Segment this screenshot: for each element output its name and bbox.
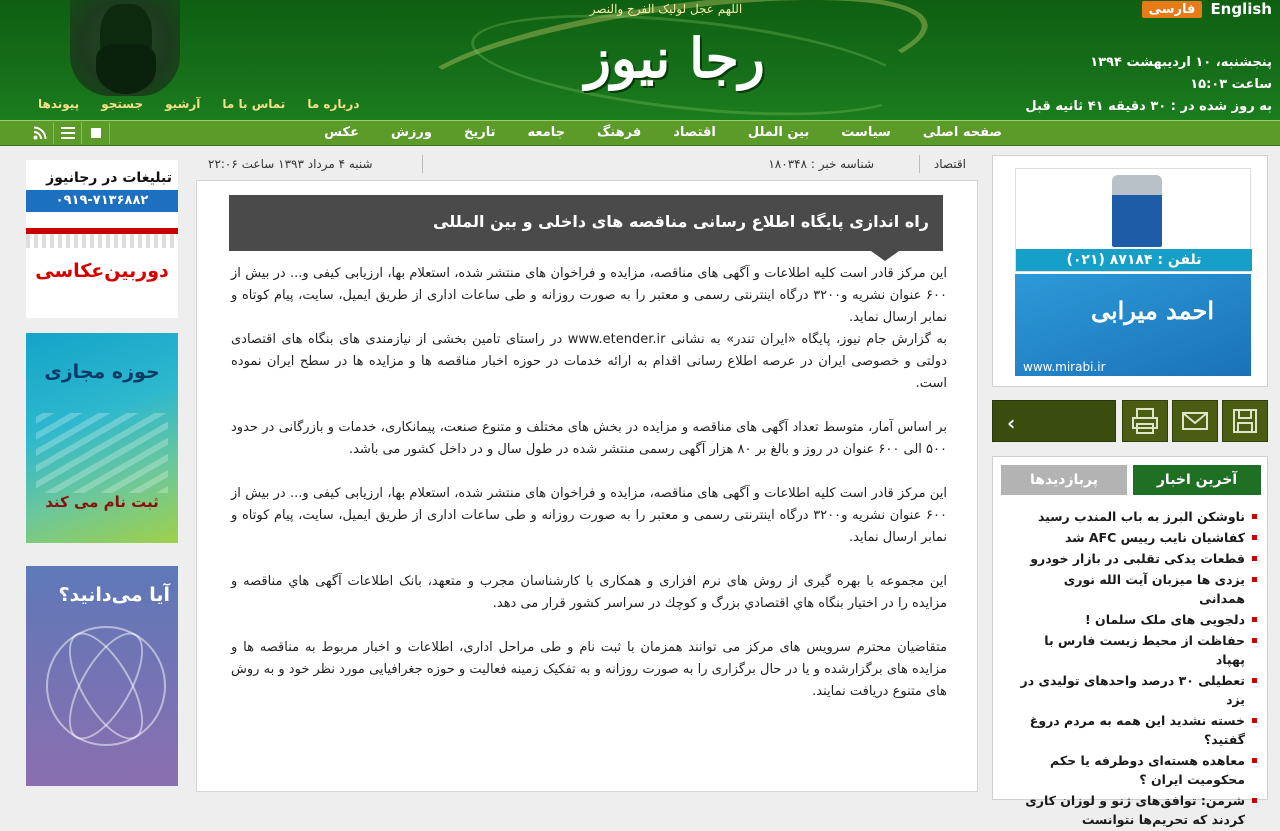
nav-items [308, 121, 1018, 147]
print-button[interactable] [1122, 400, 1168, 442]
ad-mirabi-name: احمد میرابی [1091, 296, 1215, 325]
news-tabs [1001, 465, 1261, 495]
portrait-beard [96, 44, 156, 94]
list-icon[interactable] [54, 122, 82, 144]
lang-farsi-button[interactable]: فارسی [1142, 1, 1203, 18]
main-nav [0, 120, 1280, 146]
nav-icons [26, 122, 110, 144]
language-switcher [1142, 0, 1272, 18]
chevron-left-icon: ‹ [1007, 411, 1016, 435]
ad-camera-stripes [26, 234, 178, 248]
news-item[interactable]: دلجویی های ملک سلمان ! [1017, 610, 1257, 629]
ad-virtual-seminary-pattern [36, 413, 168, 493]
news-item[interactable]: یزدی ها میزبان آیت الله نوری همدانی [1017, 570, 1257, 608]
top-link-search[interactable]: جستجو [101, 97, 144, 111]
news-item[interactable]: کفاشیان نایب رییس AFC شد [1017, 528, 1257, 547]
news-item[interactable]: خسته نشدید این همه به مردم دروغ گفتید؟ [1017, 711, 1257, 749]
meta-divider [422, 155, 423, 173]
date-line: پنجشنبه، ۱۰ اردیبهشت ۱۳۹۴ [1090, 55, 1272, 70]
ad-mirabi[interactable] [1015, 274, 1251, 376]
ad-advertise-title: تبلیغات در رجانیوز [46, 170, 172, 186]
article-paragraph: این مرکز قادر است کلیه اطلاعات و آگهی های مناقصه، مزایده و فراخوان های منتشر شده، استعلام بها، ارزیابی کیفی و... در بیش از ۶۰۰ عنوان نشریه و۳۲۰۰ درگاه اینترنتی رسمی و معتبر را به صورت روزانه و طی ساعات اداری از طریق ایمیل، سایت، پیام کوتاه و نمابر ارسال نماید. [231, 486, 947, 545]
article-panel [196, 180, 978, 792]
news-item[interactable]: ناوشکن البرز به باب المندب رسید [1017, 507, 1257, 526]
lang-english-link[interactable]: English [1210, 0, 1272, 18]
ad-advertise[interactable] [26, 160, 178, 228]
ad-mirabi-url: www.mirabi.ir [1023, 360, 1106, 374]
title-pointer [871, 251, 899, 261]
news-item[interactable]: حفاظت از محیط زیست فارس با پهپاد [1017, 631, 1257, 669]
article-paragraph: متقاضیان محترم سرویس های مرکز می توانند همزمان با ثبت نام و طی مراحل اداری، اطلاعات و اخبار مربوط به مناقصه ها و مزایده های برگزارشده و یا در حال برگزاری را به صورت روزانه و به تفکیک زمینه فعالیت و حوزه جغرافیایی مورد نظر خود و به روش های متنوع دریافت نمایند. [231, 640, 947, 699]
back-button[interactable] [992, 400, 1116, 442]
square-icon[interactable] [82, 122, 110, 144]
nav-item-sports[interactable]: ورزش [390, 125, 432, 140]
tab-latest-news[interactable]: آخرین اخبار [1133, 465, 1261, 495]
nav-item-home[interactable]: صفحه اصلی [922, 125, 1002, 140]
ad-virtual-seminary-title: حوزه مجازی [44, 361, 160, 383]
tab-most-viewed[interactable]: پربازدیدها [1001, 465, 1127, 495]
top-link-links[interactable]: پیوندها [38, 97, 80, 111]
ad-virtual-seminary[interactable] [26, 333, 178, 543]
article-paragraph: به گزارش جام نیوز، پایگاه «ایران تندر» به نشانی www.etender.ir در راستای تامین بخشی از نیازمندی های بنگاه های اقتصادی دولتی و خصوصی ایران در عرصه اطلاع رسانی اقدام به ارائه خدمات در حوزه اخبار مناقصه ها و مزایده ها در سطح ایران نموده است. [231, 332, 947, 391]
ad-cleaning-machine[interactable] [1015, 168, 1251, 272]
top-links [38, 97, 360, 111]
news-item[interactable]: معاهده هسته‌ای دوطرفه یا حکم محکومیت ایران ؟ [1017, 751, 1257, 789]
print-icon [1130, 406, 1160, 436]
nav-item-society[interactable]: جامعه [527, 125, 566, 140]
updated-line: به روز شده در : ۳۰ دقیقه ۴۱ ثانیه قبل [1025, 99, 1272, 114]
email-button[interactable] [1172, 400, 1218, 442]
article-date: شنبه ۴ مرداد ۱۳۹۳ ساعت ۲۲:۰۶ [208, 157, 373, 171]
article-tools [992, 400, 1268, 442]
rss-icon[interactable] [26, 122, 54, 144]
top-link-archive[interactable]: آرشیو [165, 97, 201, 111]
header-portrait [70, 0, 180, 96]
article-category[interactable]: اقتصاد [933, 157, 966, 171]
news-item[interactable]: شرمن: توافق‌های ژنو و لوزان کاری کردند که تحریم‌ها نتوانست [1017, 791, 1257, 829]
nav-item-international[interactable]: بین الملل [747, 125, 810, 140]
news-list [1017, 507, 1257, 831]
top-link-about[interactable]: درباره ما [307, 97, 360, 111]
article-title: راه اندازی پایگاه اطلاع رسانی مناقصه های داخلی و بین المللی [433, 212, 929, 231]
ad-camera[interactable] [26, 228, 178, 318]
nav-item-economy[interactable]: اقتصاد [673, 125, 716, 140]
nav-item-photo[interactable]: عکس [324, 125, 359, 140]
ad-virtual-seminary-cta: ثبت نام می کند [45, 493, 159, 511]
article-paragraph: این مجموعه با بهره گیری از روش های نرم افزاری و همکاری با کارشناسان مجرب و متعهد، بانک اطلاعات آگهی هاي مناقصه و مزایده را در اختیار بنگاه هاي اقتصادي بزرگ و کوچك در سراسر کشور قرار می دهد. [231, 574, 947, 611]
top-link-contact[interactable]: تماس با ما [222, 97, 286, 111]
ad-advertise-phone: ۰۹۱۹-۷۱۳۶۸۸۲ [26, 190, 178, 212]
right-ads [992, 155, 1268, 387]
time-line: ساعت ۱۵:۰۳ [1190, 77, 1272, 92]
article-paragraph: بر اساس آمار، متوسط تعداد آگهی های مناقصه و مزایده در بخش های مختلف و متنوع صنعت، پیمانکاری، خدمات و بازرگانی در حدود ۵۰۰ الی ۶۰۰ عنوان در روز و بالغ بر ۸۰ هزار آگهی رسمی منتشر شده در طول سال و در داخل کشور می باشد. [231, 420, 947, 457]
ad-did-you-know-title: آیا می‌دانید؟ [58, 584, 170, 606]
article-news-id: شناسه خبر : ۱۸۰۳۴۸ [768, 157, 874, 171]
site-logo[interactable]: رجا نیوز [584, 26, 765, 90]
mail-icon [1180, 406, 1210, 436]
news-item[interactable]: قطعات یدکی تقلبی در بازار خودرو [1017, 549, 1257, 568]
nav-item-culture[interactable]: فرهنگ [597, 125, 642, 140]
meta-divider [919, 155, 920, 173]
article-paragraph: این مرکز قادر است کلیه اطلاعات و آگهی های مناقصه، مزایده و فراخوان های منتشر شده، استعلام بها، ارزیابی کیفی و... در بیش از ۶۰۰ عنوان نشریه و۳۲۰۰ درگاه اینترنتی رسمی و معتبر را به صورت روزانه و طی ساعات اداری از طریق ایمیل، سایت، پیام کوتاه و نمابر ارسال نماید. [231, 266, 947, 325]
article-body [231, 263, 947, 703]
nav-item-politics[interactable]: سیاست [841, 125, 891, 140]
save-icon [1230, 406, 1260, 436]
nav-item-history[interactable]: تاریخ [463, 125, 496, 140]
site-header [0, 0, 1280, 120]
article-meta [196, 153, 976, 177]
save-button[interactable] [1222, 400, 1268, 442]
news-item[interactable]: تعطیلی ۳۰ درصد واحدهای تولیدی در یزد [1017, 671, 1257, 709]
machine-image [1112, 175, 1162, 247]
ad-camera-text: دوربین‌عکاسی [35, 260, 169, 282]
ad-cleaning-phone: تلفن : ۸۷۱۸۴ (۰۲۱) [1016, 249, 1252, 271]
article-title-box [229, 195, 943, 251]
prayer-text: اللهم عجل لولیک الفرج والنصر [589, 2, 743, 16]
date-info [1025, 52, 1272, 118]
ad-did-you-know[interactable] [26, 566, 178, 786]
news-box [992, 456, 1268, 827]
